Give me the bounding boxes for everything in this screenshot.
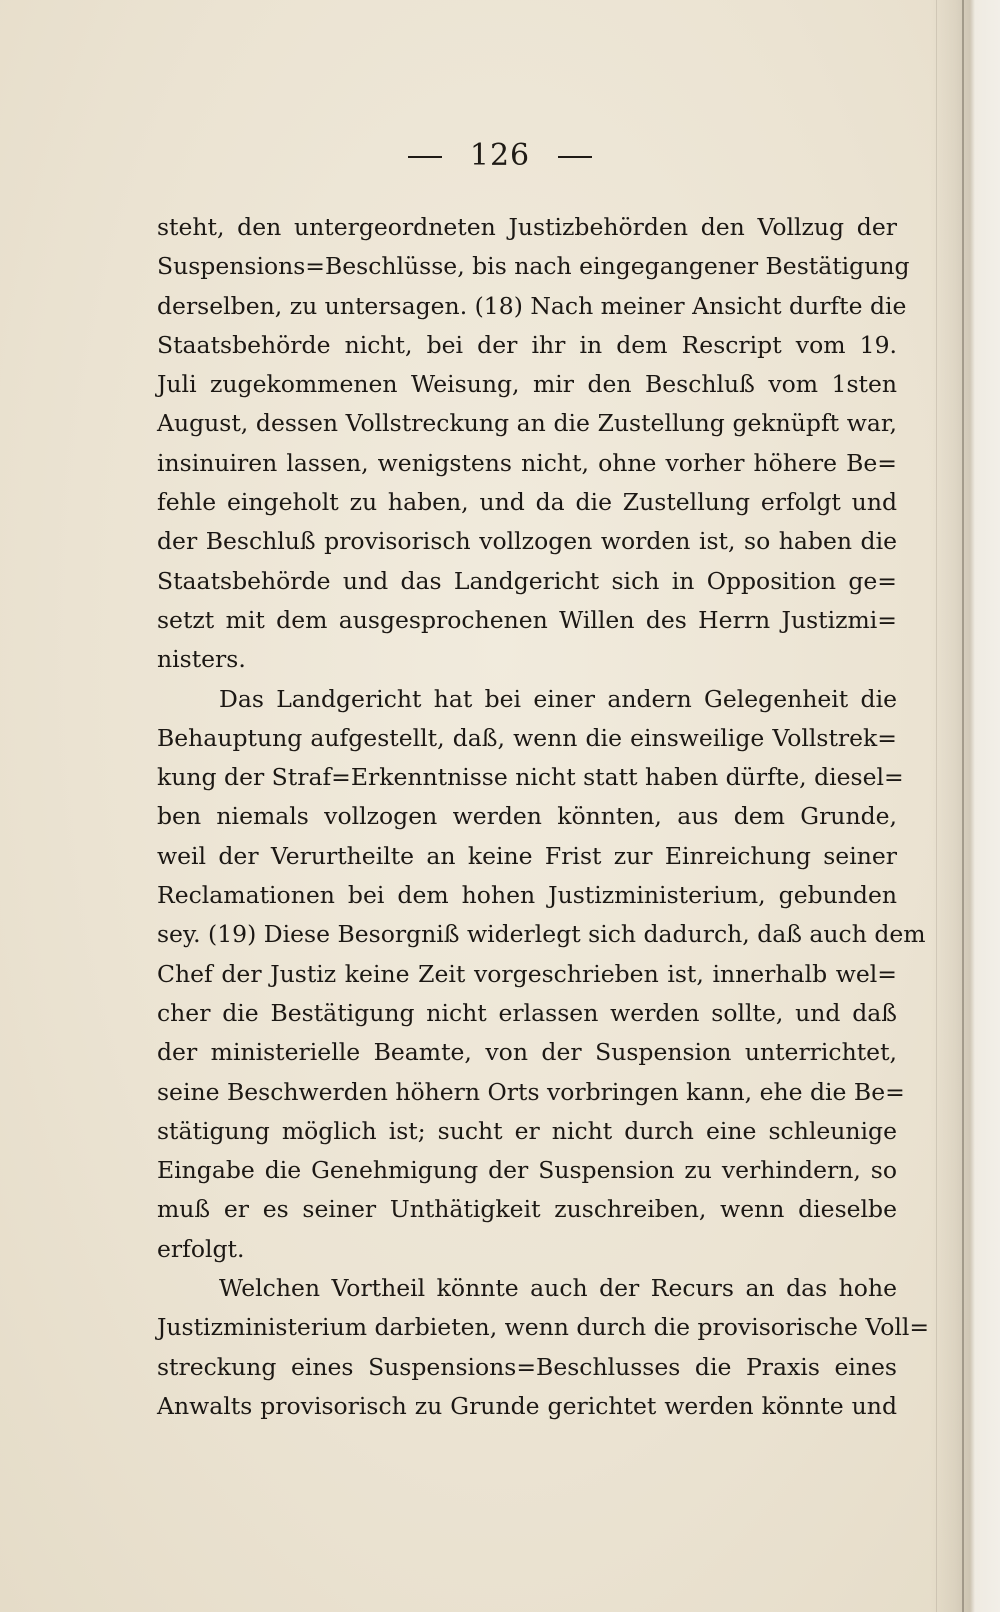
text-line: muß er es seiner Unthätigkeit zuschreiben, wenn dieselbe [157, 1195, 897, 1224]
text-line: kung der Straf=Erkenntnisse nicht statt haben dürfte, diesel= [157, 763, 904, 792]
text-line: der Beschluß provisorisch vollzogen worden ist, so haben die [157, 527, 897, 556]
text-line: ben niemals vollzogen werden könnten, aus dem Grunde, [157, 802, 897, 831]
text-line: Reclamationen bei dem hohen Justizministerium, gebunden [157, 881, 897, 910]
header-dash-right [558, 156, 592, 158]
page-number: 126 [469, 138, 531, 173]
text-line: Eingabe die Genehmigung der Suspension zu verhindern, so [157, 1156, 897, 1185]
text-line: weil der Verurtheilte an keine Frist zur Einreichung seiner [157, 841, 897, 870]
text-line: August, dessen Vollstreckung an die Zustellung geknüpft war, [157, 409, 897, 438]
text-line: insinuiren lassen, wenigstens nicht, ohne vorher höhere Be= [157, 448, 897, 477]
paragraph-start: Welchen Vortheil könnte auch der Recurs an das hohe [219, 1274, 897, 1303]
text-line: Anwalts provisorisch zu Grunde gerichtet werden könnte und [157, 1391, 897, 1420]
text-line: erfolgt. [157, 1234, 245, 1263]
page-header [0, 138, 1000, 173]
text-line: steht, den untergeordneten Justizbehörden den Vollzug der [157, 213, 897, 241]
header-dash-left [408, 156, 442, 158]
text-line: Chef der Justiz keine Zeit vorgeschrieben ist, innerhalb wel= [157, 959, 897, 988]
text-line: der ministerielle Beamte, von der Suspension unterrichtet, [157, 1038, 897, 1067]
text-line: Staatsbehörde und das Landgericht sich in Opposition ge= [157, 566, 897, 595]
text-line: Suspensions=Beschlüsse, bis nach eingegangener Bestätigung [157, 252, 910, 281]
text-line: cher die Bestätigung nicht erlassen werden sollte, und daß [157, 998, 897, 1027]
paragraph-start: Das Landgericht hat bei einer andern Gelegenheit die [219, 684, 897, 713]
body-text [157, 208, 930, 1426]
text-line: streckung eines Suspensions=Beschlusses die Praxis eines [157, 1352, 897, 1381]
text-line: derselben, zu untersagen. (18) Nach meiner Ansicht durfte die [157, 291, 907, 320]
text-line: fehle eingeholt zu haben, und da die Zustellung erfolgt und [157, 488, 897, 517]
text-line: Staatsbehörde nicht, bei der ihr in dem Rescript vom 19. [157, 330, 897, 359]
text-line: seine Beschwerden höhern Orts vorbringen kann, ehe die Be= [157, 1077, 905, 1106]
text-line: Juli zugekommenen Weisung, mir den Beschluß vom 1sten [157, 370, 897, 399]
text-line: sey. (19) Diese Besorgniß widerlegt sich dadurch, daß auch dem [157, 920, 926, 949]
text-line: stätigung möglich ist; sucht er nicht durch eine schleunige [157, 1116, 897, 1145]
page-shadow [936, 0, 937, 1612]
page-edge [962, 0, 964, 1612]
text-line: setzt mit dem ausgesprochenen Willen des Herrn Justizmi= [157, 605, 897, 634]
text-line: Justizministerium darbieten, wenn durch die provisorische Voll= [157, 1313, 930, 1342]
text-line: Behauptung aufgestellt, daß, wenn die einsweilige Vollstrek= [157, 723, 897, 752]
text-line: nisters. [157, 645, 246, 674]
